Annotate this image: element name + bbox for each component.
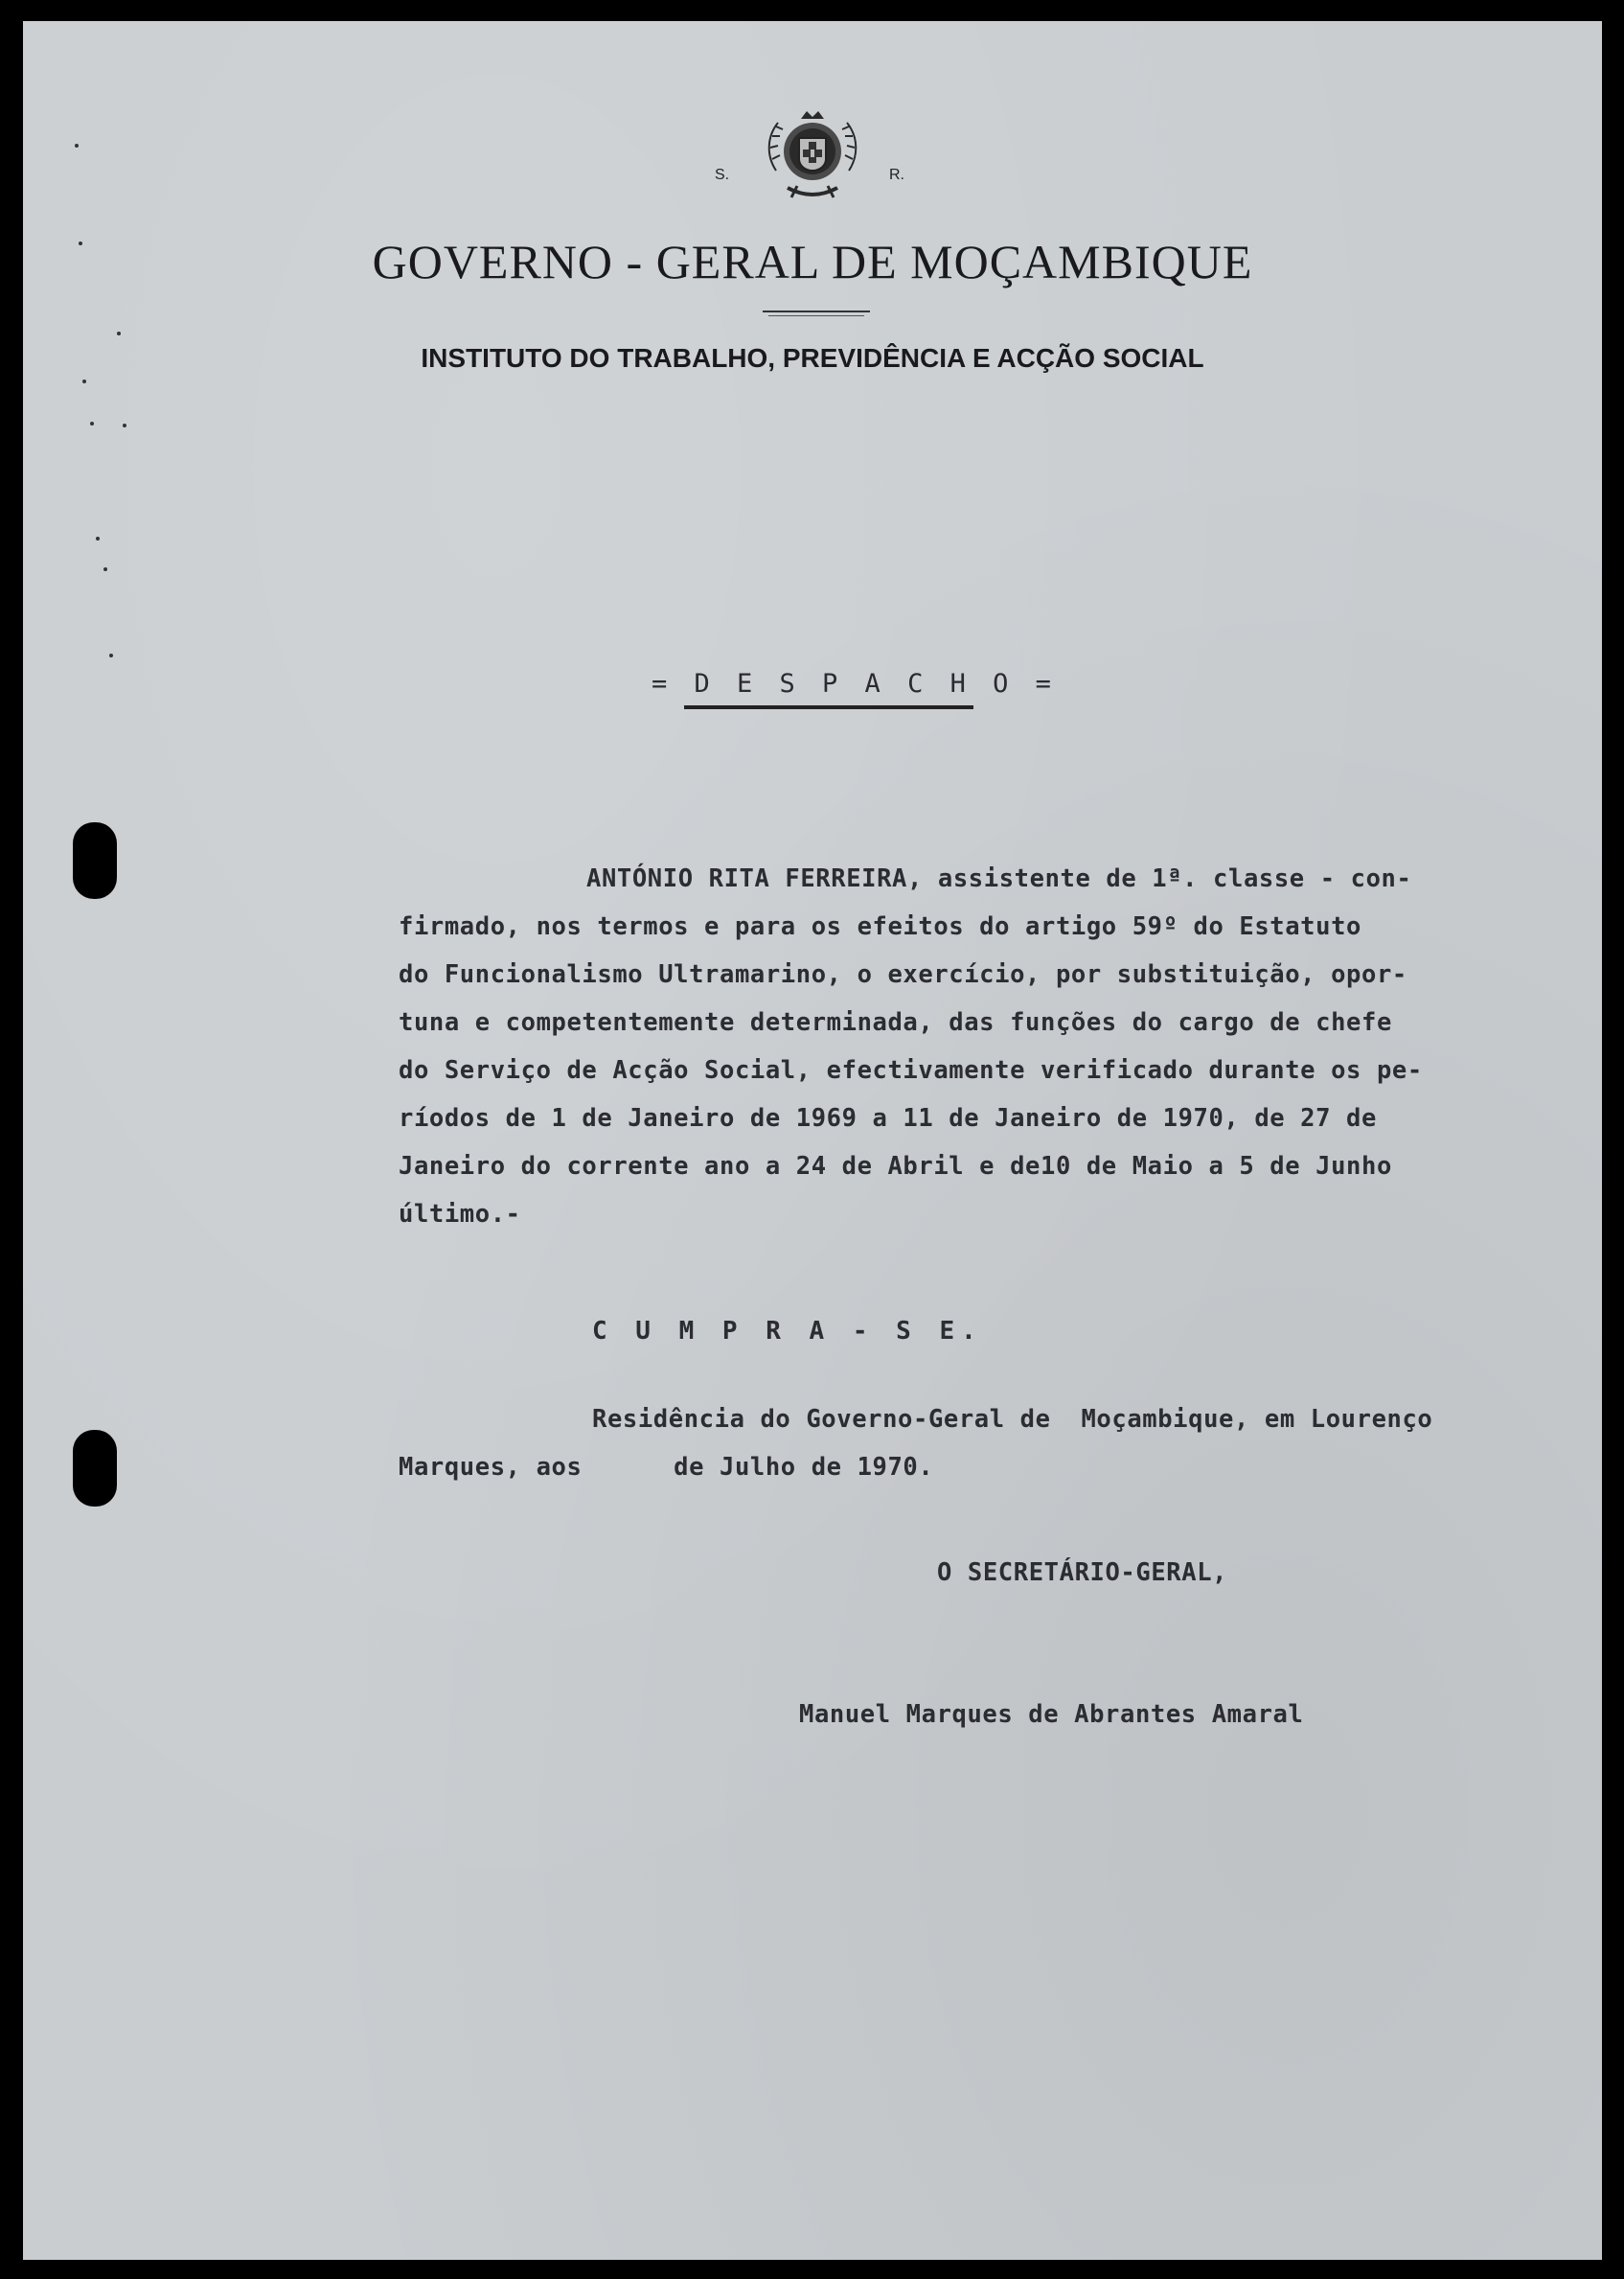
title-divider bbox=[763, 311, 870, 312]
place-line: Residência do Governo-Geral de Moçambique, em Lourenço bbox=[592, 1405, 1433, 1434]
coat-of-arms-icon bbox=[759, 104, 866, 203]
margin-specks bbox=[73, 136, 188, 711]
body-line: do Funcionalismo Ultramarino, o exercício, por substituição, opor- bbox=[399, 960, 1407, 989]
signatory-name: Manuel Marques de Abrantes Amaral bbox=[799, 1700, 1304, 1729]
header-initial-right: R. bbox=[889, 167, 904, 183]
body-line: tuna e competentemente determinada, das funções do cargo de chefe bbox=[399, 1008, 1392, 1037]
signatory-title: O SECRETÁRIO-GERAL, bbox=[937, 1558, 1228, 1587]
body-line: do Serviço de Acção Social, efectivamente verificado durante os pe- bbox=[399, 1056, 1423, 1085]
title-divider-secondary bbox=[768, 315, 864, 316]
document-heading: = D E S P A C H O = bbox=[652, 669, 1057, 699]
order-statement: C U M P R A - S E. bbox=[592, 1317, 983, 1346]
document-page bbox=[23, 21, 1602, 2260]
header-initial-left: S. bbox=[715, 167, 730, 183]
body-line: ríodos de 1 de Janeiro de 1969 a 11 de Janeiro de 1970, de 27 de bbox=[399, 1104, 1377, 1133]
coat-of-arms bbox=[23, 104, 1602, 203]
body-line: Janeiro do corrente ano a 24 de Abril e de10 de Maio a 5 de Junho bbox=[399, 1152, 1392, 1181]
body-line: último.- bbox=[399, 1200, 521, 1229]
punch-hole-bottom bbox=[73, 1430, 117, 1507]
body-line: firmado, nos termos e para os efeitos do artigo 59º do Estatuto bbox=[399, 912, 1361, 941]
heading-underline bbox=[684, 705, 973, 709]
government-title: GOVERNO - GERAL DE MOÇAMBIQUE bbox=[372, 235, 1253, 288]
place-line: Marques, aos de Julho de 1970. bbox=[399, 1453, 934, 1482]
body-line: ANTÓNIO RITA FERREIRA, assistente de 1ª. classe - con- bbox=[586, 864, 1412, 893]
punch-hole-top bbox=[73, 822, 117, 899]
institute-name: INSTITUTO DO TRABALHO, PREVIDÊNCIA E ACÇÃO SOCIAL bbox=[421, 343, 1204, 373]
